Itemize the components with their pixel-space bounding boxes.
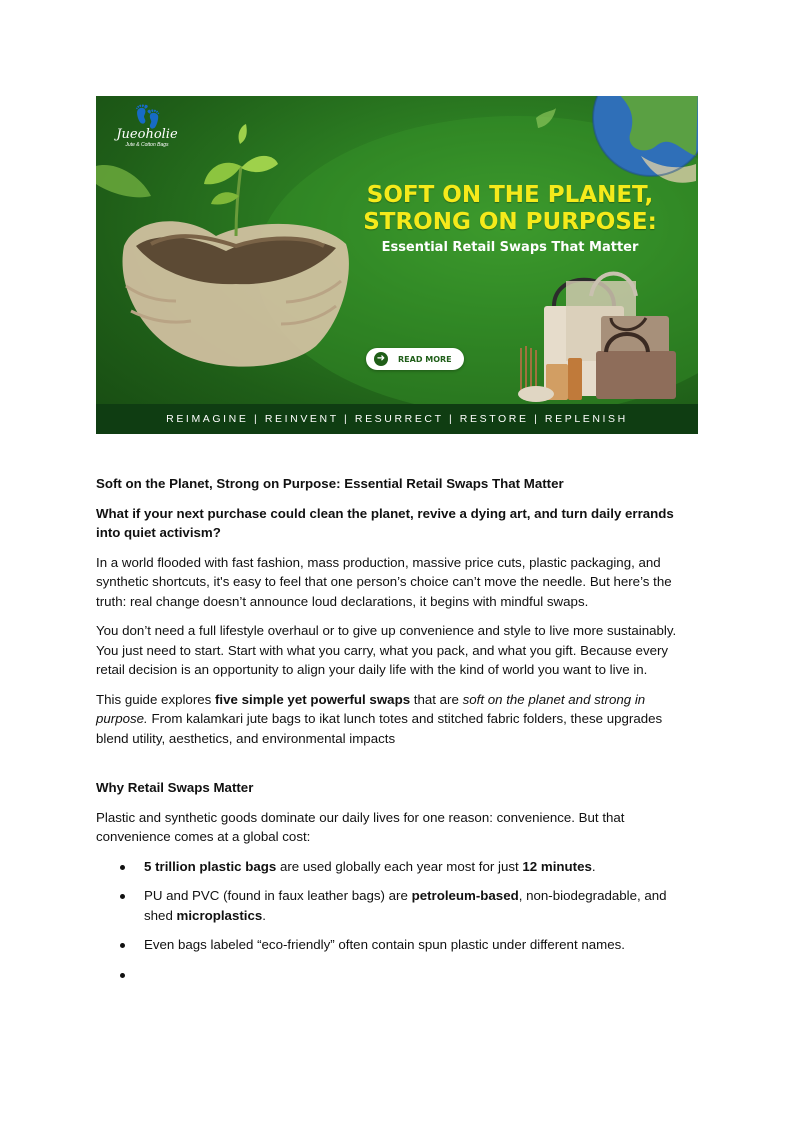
- bullet2-text-b: , non-biodegradable, and shed: [144, 888, 667, 923]
- article-body: [96, 474, 698, 994]
- article-question: What if your next purchase could clean the planet, revive a dying art, and turn daily errands into quiet activism?: [96, 505, 674, 540]
- headline-line-2: STRONG ON PURPOSE:: [363, 209, 657, 235]
- brand-logo: [112, 106, 182, 149]
- read-more-button[interactable]: [366, 348, 464, 370]
- seedling-icon: [204, 124, 278, 236]
- article-title: Soft on the Planet, Strong on Purpose: Essential Retail Swaps That Matter: [96, 476, 564, 491]
- guide-text-b: that are: [410, 691, 463, 707]
- bullet2-bold-b: microplastics: [176, 907, 263, 923]
- guide-text-c: From kalamkari jute bags to ikat lunch totes and stitched fabric folders, these upgrades blend utility, aesthetics, and environmental impacts: [96, 711, 663, 746]
- list-item: Even bags labeled “eco-friendly” often contain spun plastic under different names.: [96, 935, 698, 955]
- guide-bold-swaps: five simple yet powerful swaps: [215, 691, 411, 707]
- paragraph-intro: In a world flooded with fast fashion, mass production, massive price cuts, plastic packaging, and synthetic shortcuts, it's easy to feel that one person’s choice can’t move the needle. But here’s the truth: real change doesn’t announce loud declarations, it begins with mindful swaps.: [96, 554, 672, 609]
- footprints-icon: 👣: [134, 104, 160, 129]
- read-more-label: READ MORE: [398, 354, 452, 364]
- headline-line-1: SOFT ON THE PLANET,: [366, 182, 654, 208]
- hero-banner: [96, 96, 698, 434]
- paragraph-section: Plastic and synthetic goods dominate our daily lives for one reason: convenience. But that convenience comes at a global cost:: [96, 809, 625, 844]
- section-heading: Why Retail Swaps Matter: [96, 780, 254, 795]
- banner-tagline: REIMAGINE | REINVENT | RESURRECT | RESTORE | REPLENISH: [96, 404, 698, 434]
- bullet2-text-c: .: [262, 907, 266, 923]
- bullet1-bold-b: 12 minutes: [522, 858, 592, 874]
- banner-headline: [340, 182, 680, 236]
- arrow-right-icon: ➜: [374, 352, 388, 366]
- bullet2-bold-a: petroleum-based: [411, 888, 519, 903]
- guide-text-a: This guide explores: [96, 691, 215, 707]
- logo-name: Jueoholie: [116, 127, 178, 142]
- list-item: [96, 857, 698, 877]
- bullet-list: [96, 857, 698, 984]
- bullet1-text-a: are used globally each year most for just: [276, 858, 523, 874]
- list-item: [96, 886, 698, 925]
- bullet1-bold-a: 5 trillion plastic bags: [144, 858, 277, 874]
- guide-italic-phrase: soft on the planet and strong in purpose.: [96, 691, 646, 726]
- bullet2-text-a: PU and PVC (found in faux leather bags) are: [144, 888, 412, 903]
- logo-subtitle: Jute & Cotton Bags: [125, 142, 169, 148]
- hands-holding-soil-image: [123, 221, 349, 366]
- bullet1-text-b: .: [591, 858, 596, 874]
- paragraph-lifestyle: You don’t need a full lifestyle overhaul or to give up convenience and style to live more sustainably. You just need to start. Start with what you carry, what you pack, and what you gift. Because every retail decision is an opportunity to align your daily life with the kind of world you want to live in.: [96, 623, 677, 677]
- banner-subheadline: Essential Retail Swaps That Matter: [381, 240, 639, 255]
- paragraph-guide: [96, 690, 698, 749]
- list-item: [96, 965, 698, 984]
